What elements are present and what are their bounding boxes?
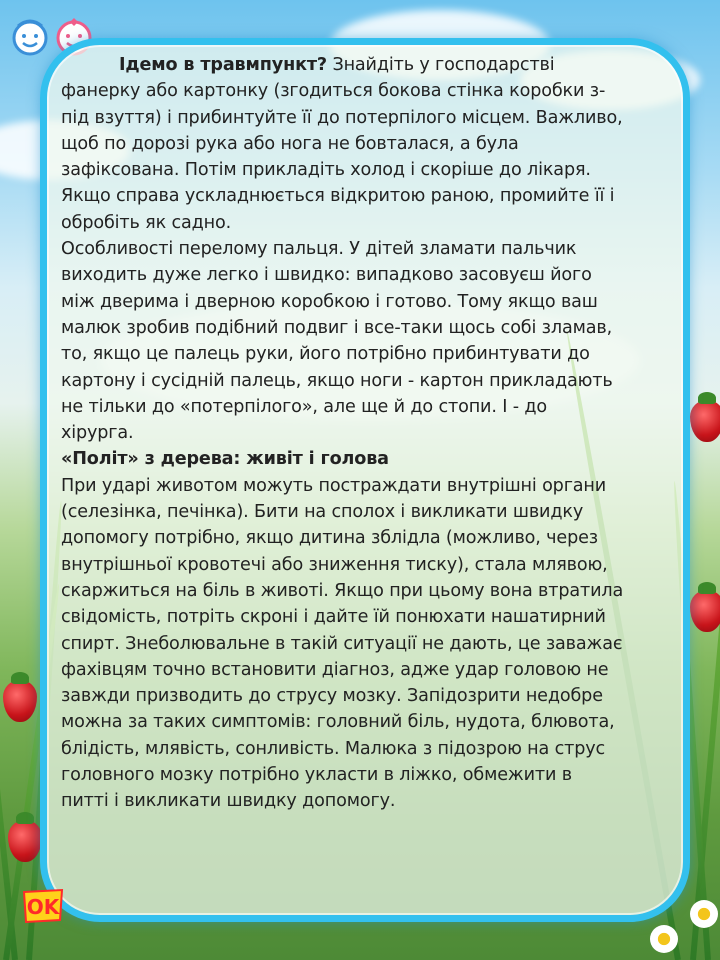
line-text: головного мозку потрібно укласти в ліжко, обмежити в bbox=[61, 765, 572, 786]
text-line bbox=[61, 105, 681, 131]
strawberry-icon bbox=[690, 590, 720, 632]
line-text: скаржиться на біль в животі. Якщо при цьому вона втратила bbox=[61, 580, 624, 601]
line-text: При ударі животом можуть постраждати внутрішні органи bbox=[61, 475, 607, 496]
text-line bbox=[61, 604, 681, 630]
line-text: картону і сусідній палець, якщо ноги - картон прикладають bbox=[61, 370, 613, 391]
text-line bbox=[61, 341, 681, 367]
line-text: виходить дуже легко і швидко: випадково засовуєш його bbox=[61, 265, 592, 286]
text-line bbox=[61, 236, 681, 262]
line-text: зафіксована. Потім прикладіть холод і скоріше до лікаря. bbox=[61, 160, 591, 181]
text-line bbox=[61, 499, 681, 525]
text-line bbox=[61, 657, 681, 683]
line-text: хірурга. bbox=[61, 423, 134, 444]
line-text: фахівцям точно встановити діагноз, адже удар головою не bbox=[61, 659, 609, 680]
line-text: фанерку або картонку (згодиться бокова стінка коробки з- bbox=[61, 81, 606, 102]
line-text: Якщо справа ускладнюється відкритою раною, промийте її і bbox=[61, 186, 615, 207]
text-line bbox=[61, 552, 681, 578]
line-text: не тільки до «потерпілого», але ще й до стопи. І - до bbox=[61, 396, 547, 417]
text-line bbox=[61, 131, 681, 157]
line-text: Знайдіть у господарстві bbox=[327, 55, 555, 75]
ok-badge-icon bbox=[20, 886, 66, 926]
line-text: обробіть як садно. bbox=[61, 212, 232, 233]
text-line bbox=[61, 394, 681, 420]
text-line bbox=[61, 183, 681, 209]
article-text bbox=[61, 52, 681, 815]
line-text: питті і викликати швидку допомогу. bbox=[61, 791, 396, 812]
bold-phrase: Ідемо в травмпункт? bbox=[119, 55, 327, 75]
text-line bbox=[61, 736, 681, 762]
line-text: Особливості перелому пальця. У дітей зламати пальчик bbox=[61, 239, 577, 260]
text-line bbox=[61, 631, 681, 657]
strawberry-icon bbox=[3, 680, 37, 722]
text-line bbox=[61, 157, 681, 183]
text-line bbox=[61, 289, 681, 315]
daisy-icon bbox=[690, 900, 718, 928]
line-text: між дверима і дверною коробкою і готово. Тому якщо ваш bbox=[61, 291, 598, 312]
text-line bbox=[61, 709, 681, 735]
text-line bbox=[61, 315, 681, 341]
line-text: завжди призводить до струсу мозку. Запідозрити недобре bbox=[61, 686, 603, 707]
text-line bbox=[61, 578, 681, 604]
line-text: спирт. Знеболювальне в такій ситуації не дають, це заважає bbox=[61, 633, 623, 654]
text-line bbox=[61, 762, 681, 788]
daisy-icon bbox=[650, 925, 678, 953]
text-line bbox=[61, 683, 681, 709]
text-line bbox=[61, 525, 681, 551]
text-line bbox=[61, 368, 681, 394]
line-text: свідомість, потріть скроні і дайте їй понюхати нашатирний bbox=[61, 607, 606, 628]
line-text: під взуття) і прибинтуйте її до потерпілого місцем. Важливо, bbox=[61, 107, 623, 128]
ok-label: OK bbox=[26, 895, 60, 919]
line-text: допомогу потрібно, якщо дитина зблідла (можливо, через bbox=[61, 528, 598, 549]
text-line bbox=[61, 78, 681, 104]
line-text: можна за таких симптомів: головний біль, нудота, блювота, bbox=[61, 712, 615, 733]
text-line bbox=[61, 52, 681, 78]
line-text: то, якщо це палець руки, його потрібно прибинтувати до bbox=[61, 344, 590, 365]
text-line bbox=[61, 262, 681, 288]
line-text: внутрішньої кровотечі або зниження тиску), стала млявою, bbox=[61, 554, 608, 575]
line-text: малюк зробив подібний подвиг і все-таки щось собі зламав, bbox=[61, 317, 613, 338]
text-line bbox=[61, 446, 681, 472]
text-line bbox=[61, 788, 681, 814]
text-line bbox=[61, 210, 681, 236]
line-text: блідість, млявість, сонливість. Малюка з підозрою на струс bbox=[61, 738, 606, 759]
bold-phrase: «Політ» з дерева: живіт і голова bbox=[61, 449, 389, 470]
line-text: щоб по дорозі рука або нога не бовталася, а була bbox=[61, 133, 519, 154]
line-text: (селезінка, печінка). Бити на сполох і викликати швидку bbox=[61, 502, 584, 523]
strawberry-icon bbox=[690, 400, 720, 442]
text-line bbox=[61, 473, 681, 499]
text-line bbox=[61, 420, 681, 446]
